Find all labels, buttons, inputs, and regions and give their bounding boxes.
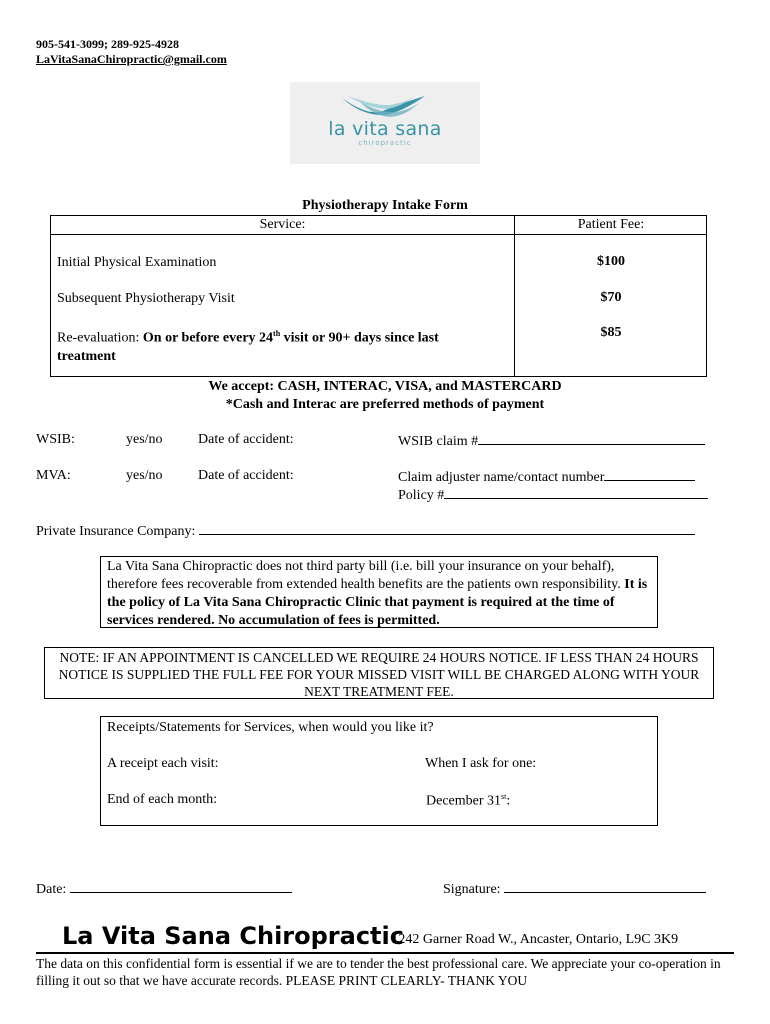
phone-numbers: 905-541-3099; 289-925-4928 xyxy=(36,37,179,51)
wsib-yesno[interactable]: yes/no xyxy=(126,432,163,447)
wsib-claim-field[interactable]: WSIB claim # xyxy=(398,432,705,450)
service-reevaluation: Re-evaluation: On or before every 24th visit or 90+ days since last treatment xyxy=(57,329,439,364)
receipt-on-request-option[interactable]: When I ask for one: xyxy=(425,756,537,771)
contact-info xyxy=(36,37,227,67)
mva-label: MVA: xyxy=(36,468,71,483)
mva-yesno[interactable]: yes/no xyxy=(126,468,163,483)
payment-preferred: *Cash and Interac are preferred methods of payment xyxy=(225,397,545,412)
date-field[interactable]: Date: xyxy=(36,880,292,898)
footer-note: The data on this confidential form is essential if we are to tender the best professional care. We appreciate your co-operation in filling it out so that we have accurate records. PLEASE PRINT CLEARLY- THANK YOU xyxy=(36,956,721,988)
signature-field[interactable]: Signature: xyxy=(443,880,706,898)
email-link[interactable]: LaVitaSanaChiropractic@gmail.com xyxy=(36,52,227,66)
clinic-logo xyxy=(290,82,480,164)
private-insurance-field[interactable]: Private Insurance Company: xyxy=(36,522,695,540)
receipts-box xyxy=(100,716,658,826)
fee-header: Patient Fee: xyxy=(577,217,645,232)
receipt-year-end-option[interactable]: December 31st: xyxy=(426,792,511,809)
receipt-monthly-option[interactable]: End of each month: xyxy=(107,792,218,807)
form-title: Physiotherapy Intake Form xyxy=(302,198,468,213)
fee-table xyxy=(50,215,707,377)
logo-subtitle: chiropractic xyxy=(358,139,412,147)
mva-date-label: Date of accident: xyxy=(198,468,294,483)
payment-methods: We accept: CASH, INTERAC, VISA, and MASTERCARD xyxy=(208,379,562,394)
claim-adjuster-field[interactable]: Claim adjuster name/contact number xyxy=(398,468,695,486)
service-subsequent-visit: Subsequent Physiotherapy Visit xyxy=(57,291,235,306)
wsib-label: WSIB: xyxy=(36,432,75,447)
receipts-question: Receipts/Statements for Services, when would you like it? xyxy=(107,720,434,735)
receipt-each-visit-option[interactable]: A receipt each visit: xyxy=(107,756,219,771)
service-initial-exam: Initial Physical Examination xyxy=(57,255,217,270)
billing-policy-box: La Vita Sana Chiropractic does not third party bill (i.e. bill your insurance on your behalf), therefore fees recoverable from extended health benefits are the patients own responsibility. It is the policy of La Vita Sana Chiropractic Clinic that payment is required at the time of services rendered. No accumulation of fees is permitted. xyxy=(100,556,658,628)
wsib-date-label: Date of accident: xyxy=(198,432,294,447)
policy-number-field[interactable]: Policy # xyxy=(398,486,708,504)
fee-reevaluation: $85 xyxy=(600,325,622,340)
fee-initial-exam: $100 xyxy=(597,254,625,269)
footer-address: : 1242 Garner Road W., Ancaster, Ontario, L9C 3K9 xyxy=(384,932,679,947)
footer-divider xyxy=(36,952,734,954)
logo-wordmark: la vita sana xyxy=(328,118,442,140)
cancellation-note: NOTE: IF AN APPOINTMENT IS CANCELLED WE REQUIRE 24 HOURS NOTICE. IF LESS THAN 24 HOURS NOTICE IS SUPPLIED THE FULL FEE FOR YOUR MISSED VISIT WILL BE CHARGED ALONG WITH YOUR NEXT TREATMENT FEE. xyxy=(44,647,714,699)
service-header: Service: xyxy=(259,217,306,232)
footer-clinic-name: La Vita Sana Chiropractic xyxy=(62,922,404,950)
fee-subsequent-visit: $70 xyxy=(600,290,622,305)
